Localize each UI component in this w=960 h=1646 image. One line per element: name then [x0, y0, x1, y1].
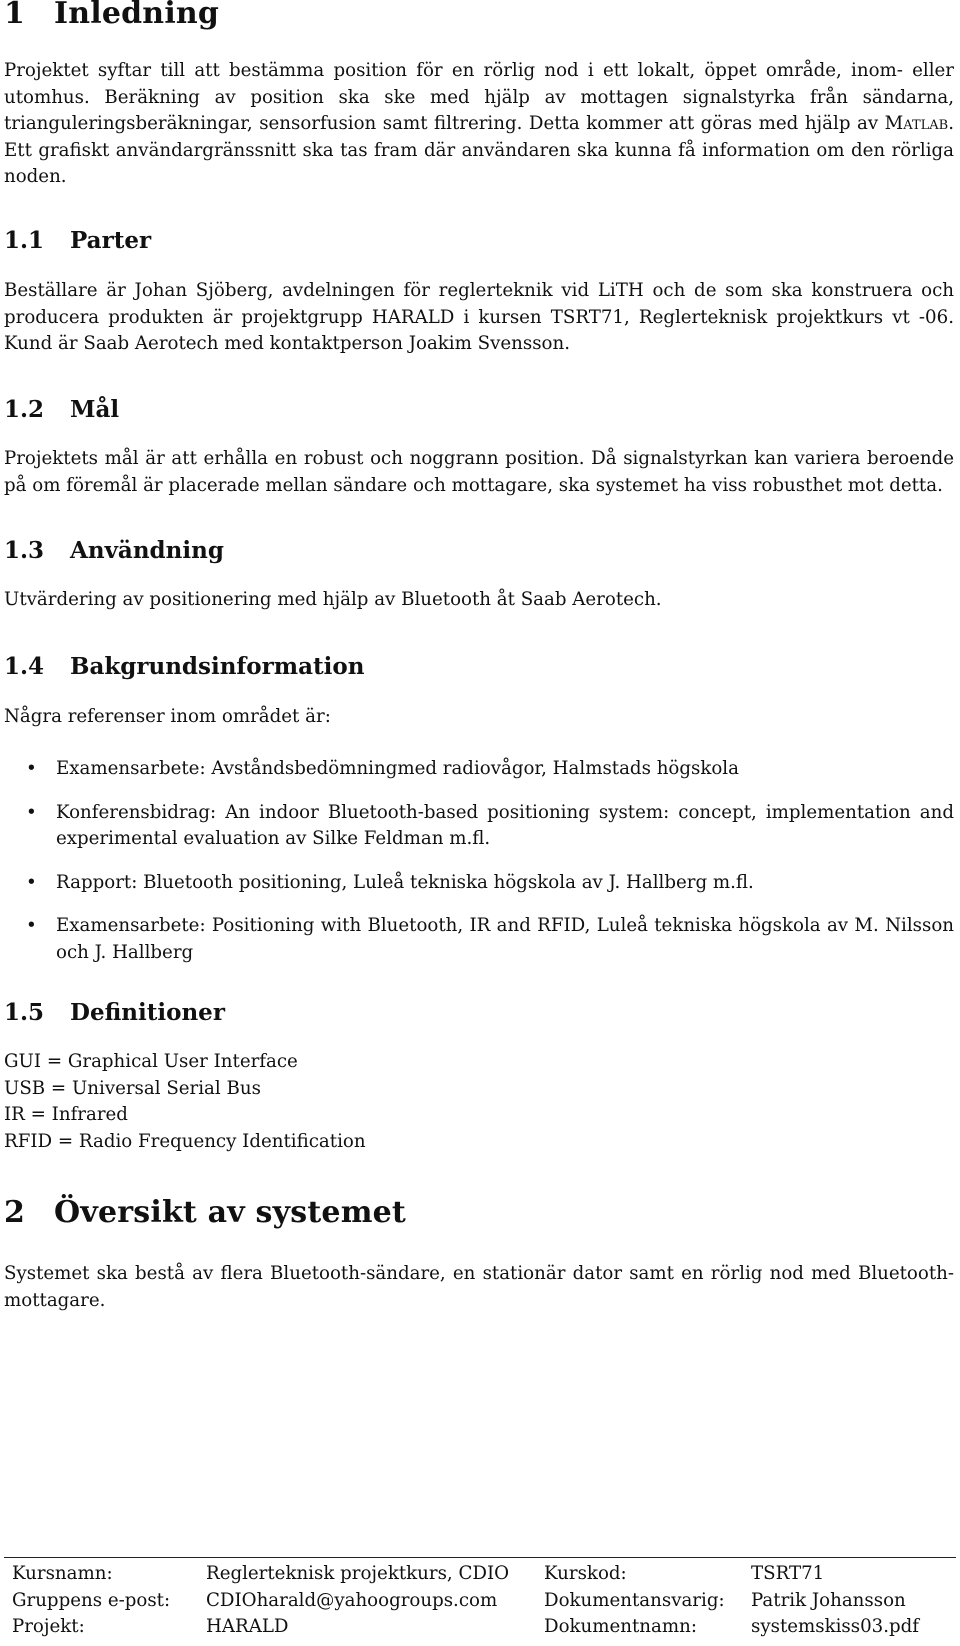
- list-item: [4, 870, 954, 897]
- subsection-parter-heading: [4, 227, 151, 254]
- list-item: [4, 756, 954, 783]
- section-number: 1: [4, 0, 26, 31]
- mal-paragraph: Projektets mål är att erhålla en robust och noggrann position. Då signalstyrkan kan variera beroende på om föremål är placerade mellan sändare och mottagare, ska systemet ha viss robusthet mot detta.: [4, 448, 954, 496]
- footer-row: [12, 1614, 919, 1641]
- footer-row: [12, 1561, 919, 1588]
- section-1-heading: [4, 0, 219, 31]
- footer-divider: [4, 1557, 956, 1558]
- footer-label: Gruppens e-post:: [12, 1589, 171, 1611]
- definition-list: [4, 1049, 366, 1155]
- subsection-bakgrund-heading: [4, 653, 364, 680]
- footer-table: [12, 1561, 919, 1641]
- intro-paragraph: [4, 58, 954, 191]
- footer-value: HARALD: [206, 1616, 289, 1637]
- footer-value: systemskiss03.pdf: [751, 1616, 920, 1637]
- definition-item: IR = Infrared: [4, 1104, 128, 1125]
- bullet-icon: •: [26, 801, 37, 823]
- footer-label: Dokumentnamn:: [544, 1616, 697, 1637]
- intro-text-part1: Projektet syftar till att bestämma position för en rörlig nod i ett lokalt, öppet område, inom- eller utomhus. Beräkning av position ska ske med hjälp av mottagen signalstyrka från sändarna, trianguleringsberäkningar, sensorfusion samt filtrering. Detta kommer att göras med hjälp av: [4, 60, 954, 134]
- definition-item: RFID = Radio Frequency Identification: [4, 1130, 366, 1152]
- matlab-name: Matlab: [884, 113, 949, 134]
- subsection-title: Mål: [70, 396, 120, 423]
- subsection-number: 1.1: [4, 227, 45, 254]
- definition-item: USB = Universal Serial Bus: [4, 1077, 261, 1099]
- bakgrund-intro: Några referenser inom området är:: [4, 706, 331, 727]
- footer-email: CDIOharald@yahoogroups.com: [206, 1589, 498, 1611]
- section-title: Inledning: [54, 0, 220, 31]
- subsection-number: 1.2: [4, 396, 45, 423]
- footer-value: TSRT71: [751, 1563, 825, 1584]
- list-item-text: Examensarbete: Avståndsbedömningmed radiovågor, Halmstads högskola: [56, 758, 739, 779]
- subsection-definitioner-heading: [4, 999, 225, 1026]
- definition-item: GUI = Graphical User Interface: [4, 1051, 298, 1072]
- list-item-text: Rapport: Bluetooth positioning, Luleå tekniska högskola av J. Hallberg m.fl.: [56, 871, 754, 893]
- subsection-title: Användning: [70, 537, 224, 564]
- subsection-anvandning-heading: [4, 537, 224, 564]
- footer-label: Kurskod:: [544, 1563, 627, 1584]
- list-item: [4, 913, 954, 966]
- subsection-title: Parter: [70, 227, 152, 254]
- subsection-number: 1.5: [4, 999, 45, 1026]
- footer-label: Dokumentansvarig:: [544, 1589, 725, 1611]
- bullet-icon: •: [26, 871, 37, 893]
- parter-paragraph: Beställare är Johan Sjöberg, avdelningen för reglerteknik vid LiTH och de som ska konstruera och producera produkten är projektgrupp HARALD i kursen TSRT71, Reglerteknisk projektkurs vt -06. Kund är Saab Aerotech med kontaktperson Joakim Svensson.: [4, 280, 954, 354]
- subsection-mal-heading: [4, 396, 119, 423]
- reference-list: [4, 756, 954, 983]
- footer-row: [12, 1588, 919, 1615]
- bullet-icon: •: [26, 915, 37, 936]
- footer-value: Patrik Johansson: [751, 1589, 906, 1611]
- list-item-text: Konferensbidrag: An indoor Bluetooth-based positioning system: concept, implementation and experimental evaluation av Silke Feldman m.fl.: [56, 801, 954, 849]
- footer-value: Reglerteknisk projektkurs, CDIO: [206, 1563, 510, 1584]
- subsection-number: 1.3: [4, 537, 45, 564]
- section-number: 2: [4, 1195, 26, 1230]
- oversikt-paragraph: Systemet ska bestå av flera Bluetooth-sändare, en stationär dator samt en rörlig nod med Bluetooth-mottagare.: [4, 1263, 954, 1311]
- section-title: Översikt av systemet: [54, 1195, 406, 1230]
- anvandning-paragraph: Utvärdering av positionering med hjälp av Bluetooth åt Saab Aerotech.: [4, 589, 662, 610]
- subsection-title: Definitioner: [70, 999, 225, 1026]
- subsection-number: 1.4: [4, 653, 45, 680]
- list-item-text: Examensarbete: Positioning with Bluetooth, IR and RFID, Luleå tekniska högskola av M. Nilsson och J. Hallberg: [56, 915, 954, 963]
- list-item: [4, 800, 954, 853]
- footer-label: Projekt:: [12, 1616, 85, 1637]
- footer-label: Kursnamn:: [12, 1563, 113, 1584]
- intro-text-part2: . Ett grafiskt användargränssnitt ska tas fram där användaren ska kunna få information om den rörliga noden.: [4, 113, 954, 187]
- section-2-heading: [4, 1195, 406, 1230]
- subsection-title: Bakgrundsinformation: [70, 653, 365, 680]
- bullet-icon: •: [26, 758, 37, 779]
